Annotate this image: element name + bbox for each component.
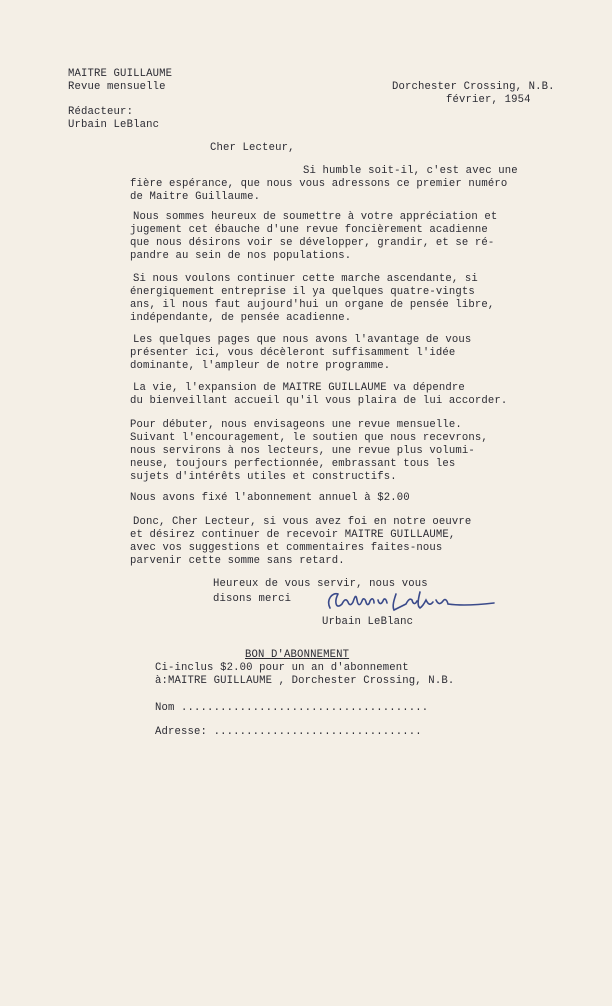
body-line: La vie, l'expansion de MAITRE GUILLAUME va dépendre (133, 382, 465, 394)
signatory-name: Urbain LeBlanc (322, 616, 414, 628)
subscription-address-line: à:MAITRE GUILLAUME , Dorchester Crossing, N.B. (155, 675, 455, 687)
body-line: indépendante, de pensée acadienne. (130, 312, 352, 324)
body-line: Les quelques pages que nous avons l'avantage de vous (133, 334, 472, 346)
body-line: Nous sommes heureux de soumettre à votre appréciation et (133, 211, 498, 223)
dateline-date: février, 1954 (446, 94, 531, 106)
body-line: parvenir cette somme sans retard. (130, 555, 345, 567)
body-line: Nous avons fixé l'abonnement annuel à $2.00 (130, 492, 410, 504)
publication-subtitle: Revue mensuelle (68, 81, 166, 93)
body-line: sujets d'intérêts utiles et constructifs. (130, 471, 397, 483)
address-field: Adresse: ................................ (155, 726, 422, 738)
closing-line: Heureux de vous servir, nous vous (213, 578, 428, 590)
body-line: énergiquement entreprise il ya quelques quatre-vingts (130, 286, 475, 298)
body-line: dominante, l'ampleur de notre programme. (130, 360, 391, 372)
dateline-place: Dorchester Crossing, N.B. (392, 81, 555, 93)
body-line: Si humble soit-il, c'est avec une (303, 165, 518, 177)
body-line: Si nous voulons continuer cette marche ascendante, si (133, 273, 478, 285)
subscription-heading: BON D'ABONNEMENT (245, 649, 350, 661)
body-line: Donc, Cher Lecteur, si vous avez foi en notre oeuvre (133, 516, 472, 528)
body-line: avec vos suggestions et commentaires faites-nous (130, 542, 443, 554)
salutation: Cher Lecteur, (210, 142, 295, 154)
body-line: fière espérance, que nous vous adressons ce premier numéro (130, 178, 508, 190)
body-line: que nous désirons voir se développer, grandir, et se ré- (130, 237, 495, 249)
body-line: et désirez continuer de recevoir MAITRE GUILLAUME, (130, 529, 456, 541)
body-line: neuse, toujours perfectionnée, embrassant tous les (130, 458, 456, 470)
body-line: de Maitre Guillaume. (130, 191, 261, 203)
editor-name: Urbain LeBlanc (68, 119, 160, 131)
body-line: Suivant l'encouragement, le soutien que nous recevrons, (130, 432, 488, 444)
publication-title: MAITRE GUILLAUME (68, 68, 173, 80)
body-line: du bienveillant accueil qu'il vous plaira de lui accorder. (130, 395, 508, 407)
handwritten-signature (322, 586, 502, 616)
body-line: jugement cet ébauche d'une revue foncièrement acadienne (130, 224, 488, 236)
subscription-line: Ci-inclus $2.00 pour un an d'abonnement (155, 662, 409, 674)
name-field: Nom ...................................... (155, 702, 429, 714)
body-line: ans, il nous faut aujourd'hui un organe de pensée libre, (130, 299, 495, 311)
body-line: pandre au sein de nos populations. (130, 250, 352, 262)
editor-label: Rédacteur: (68, 106, 134, 118)
body-line: présenter ici, vous décèleront suffisamment l'idée (130, 347, 456, 359)
closing-line: disons merci (213, 593, 292, 605)
body-line: Pour débuter, nous envisageons une revue mensuelle. (130, 419, 462, 431)
body-line: nous servirons à nos lecteurs, une revue plus volumi- (130, 445, 475, 457)
